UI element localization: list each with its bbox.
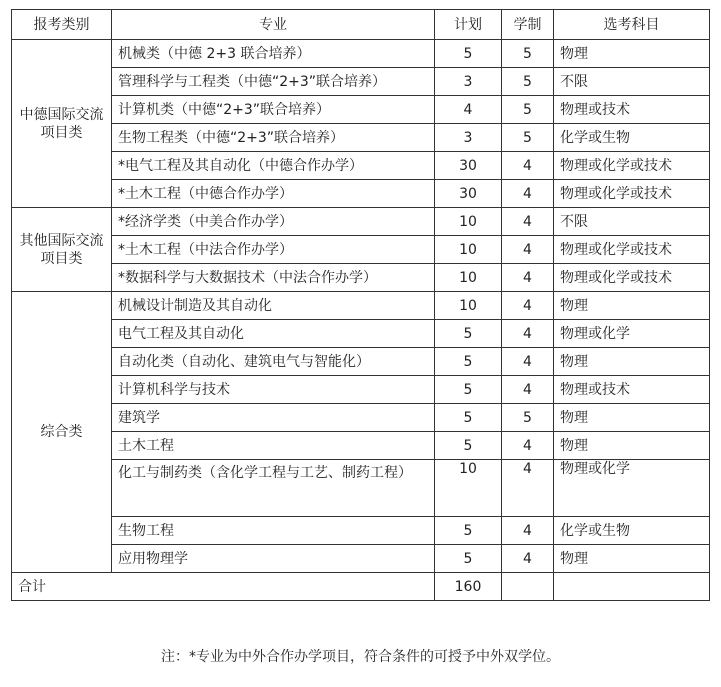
header-major: 专业: [112, 10, 435, 40]
plan-cell: 30: [435, 180, 502, 208]
years-cell: 5: [502, 96, 554, 124]
header-row: [12, 10, 710, 40]
header-category: 报考类别: [12, 10, 112, 40]
admission-plan-table: [11, 9, 710, 601]
table-row: [12, 320, 710, 348]
major-cell: 机械设计制造及其自动化: [112, 292, 435, 320]
years-cell: 4: [502, 292, 554, 320]
subjects-cell: 物理或技术: [554, 96, 710, 124]
table-row: [12, 545, 710, 573]
subjects-cell: 物理: [554, 404, 710, 432]
subjects-cell: 物理或化学或技术: [554, 180, 710, 208]
header-subjects: 选考科目: [554, 10, 710, 40]
years-cell: 4: [502, 264, 554, 292]
subjects-cell: 物理或化学: [554, 320, 710, 348]
plan-cell: 10: [435, 208, 502, 236]
header-plan: 计划: [435, 10, 502, 40]
table-row: [12, 96, 710, 124]
major-cell: *数据科学与大数据技术（中法合作办学）: [112, 264, 435, 292]
major-cell: 管理科学与工程类（中德“2+3”联合培养）: [112, 68, 435, 96]
table-row: [12, 152, 710, 180]
table-row: [12, 180, 710, 208]
major-cell: 机械类（中德 2+3 联合培养）: [112, 40, 435, 68]
major-cell: 生物工程: [112, 517, 435, 545]
major-cell: 电气工程及其自动化: [112, 320, 435, 348]
header-years: 学制: [502, 10, 554, 40]
years-cell: 5: [502, 404, 554, 432]
years-cell: 4: [502, 180, 554, 208]
major-cell: *电气工程及其自动化（中德合作办学）: [112, 152, 435, 180]
major-cell: 应用物理学: [112, 545, 435, 573]
plan-cell: 10: [435, 460, 502, 517]
major-cell: *土木工程（中法合作办学）: [112, 236, 435, 264]
major-cell: 自动化类（自动化、建筑电气与智能化）: [112, 348, 435, 376]
subjects-cell: 物理: [554, 348, 710, 376]
table-row: [12, 292, 710, 320]
years-cell: 4: [502, 545, 554, 573]
total-years: [502, 573, 554, 601]
major-cell: 计算机类（中德“2+3”联合培养）: [112, 96, 435, 124]
category-cell: 综合类: [12, 292, 112, 573]
subjects-cell: 物理或化学: [554, 460, 710, 517]
subjects-cell: 物理: [554, 545, 710, 573]
plan-cell: 30: [435, 152, 502, 180]
major-cell: 计算机科学与技术: [112, 376, 435, 404]
plan-cell: 5: [435, 404, 502, 432]
major-cell: 化工与制药类（含化学工程与工艺、制药工程）: [112, 460, 435, 517]
table-row: [12, 264, 710, 292]
subjects-cell: 物理或技术: [554, 376, 710, 404]
plan-cell: 5: [435, 376, 502, 404]
plan-cell: 10: [435, 236, 502, 264]
years-cell: 4: [502, 208, 554, 236]
category-cell: 其他国际交流项目类: [12, 208, 112, 292]
years-cell: 4: [502, 348, 554, 376]
subjects-cell: 化学或生物: [554, 124, 710, 152]
subjects-cell: 物理或化学或技术: [554, 152, 710, 180]
subjects-cell: 物理: [554, 432, 710, 460]
years-cell: 5: [502, 40, 554, 68]
major-cell: *土木工程（中德合作办学）: [112, 180, 435, 208]
plan-cell: 4: [435, 96, 502, 124]
years-cell: 5: [502, 68, 554, 96]
subjects-cell: 不限: [554, 208, 710, 236]
plan-cell: 10: [435, 292, 502, 320]
subjects-cell: 化学或生物: [554, 517, 710, 545]
plan-cell: 5: [435, 432, 502, 460]
subjects-cell: 物理或化学或技术: [554, 236, 710, 264]
total-label: 合计: [12, 573, 435, 601]
subjects-cell: 物理或化学或技术: [554, 264, 710, 292]
major-cell: 土木工程: [112, 432, 435, 460]
table-row: [12, 376, 710, 404]
total-row: [12, 573, 710, 601]
table-row: [12, 348, 710, 376]
major-cell: 生物工程类（中德“2+3”联合培养）: [112, 124, 435, 152]
total-plan: 160: [435, 573, 502, 601]
years-cell: 4: [502, 517, 554, 545]
table-row: [12, 517, 710, 545]
footnote: 注：*专业为中外合作办学项目，符合条件的可授予中外双学位。: [161, 649, 560, 665]
table-row: [12, 404, 710, 432]
major-cell: 建筑学: [112, 404, 435, 432]
plan-cell: 5: [435, 348, 502, 376]
plan-cell: 3: [435, 124, 502, 152]
table-row: [12, 460, 710, 517]
table-row: [12, 124, 710, 152]
plan-cell: 3: [435, 68, 502, 96]
major-cell: *经济学类（中美合作办学）: [112, 208, 435, 236]
years-cell: 4: [502, 152, 554, 180]
table-row: [12, 236, 710, 264]
subjects-cell: 物理: [554, 40, 710, 68]
years-cell: 4: [502, 432, 554, 460]
plan-cell: 10: [435, 264, 502, 292]
years-cell: 4: [502, 236, 554, 264]
plan-cell: 5: [435, 517, 502, 545]
category-cell: 中德国际交流项目类: [12, 40, 112, 208]
plan-cell: 5: [435, 545, 502, 573]
plan-cell: 5: [435, 320, 502, 348]
total-subjects: [554, 573, 710, 601]
subjects-cell: 物理: [554, 292, 710, 320]
subjects-cell: 不限: [554, 68, 710, 96]
table-row: [12, 68, 710, 96]
table-row: [12, 208, 710, 236]
years-cell: 4: [502, 320, 554, 348]
plan-cell: 5: [435, 40, 502, 68]
years-cell: 5: [502, 124, 554, 152]
years-cell: 4: [502, 376, 554, 404]
table-row: [12, 40, 710, 68]
years-cell: 4: [502, 460, 554, 517]
table-row: [12, 432, 710, 460]
